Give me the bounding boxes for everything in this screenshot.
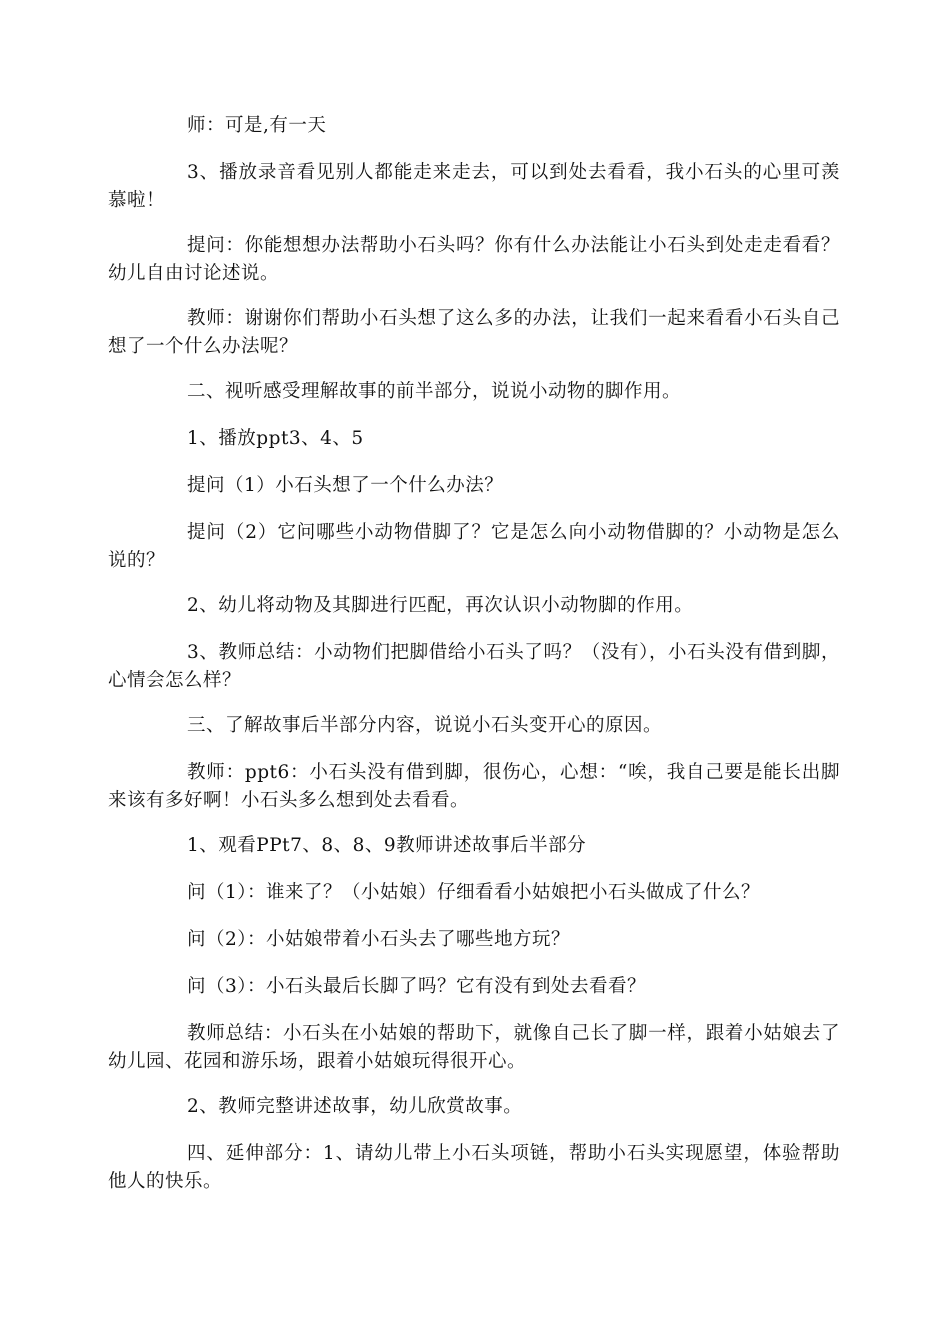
document-body [108,112,840,1213]
paragraph: 1、播放ppt3、4、5 [187,428,364,449]
paragraph: 3、教师总结：小动物们把脚借给小石头了吗？（没有），小石头没有借到脚，心情会怎么样？ [108,642,840,691]
section-heading: 二、视听感受理解故事的前半部分，说说小动物的脚作用。 [187,381,682,402]
paragraph: 问（2）：小姑娘带着小石头去了哪些地方玩？ [187,929,571,950]
paragraph: 3、播放录音看见别人都能走来走去，可以到处去看看，我小石头的心里可羡慕啦！ [108,162,840,211]
paragraph: 师：可是,有一天 [187,115,327,136]
paragraph: 教师总结：小石头在小姑娘的帮助下，就像自己长了脚一样，跟着小姑娘去了幼儿园、花园和游乐场，跟着小姑娘玩得很开心。 [108,1023,840,1072]
paragraph: 提问（1）小石头想了一个什么办法？ [187,475,504,496]
paragraph: 2、幼儿将动物及其脚进行匹配，再次认识小动物脚的作用。 [187,595,694,616]
paragraph: 教师：ppt6：小石头没有借到脚，很伤心，心想：“唉，我自己要是能长出脚来该有多好啊！小石头多么想到处去看看。 [108,762,840,811]
paragraph: 提问（2）它问哪些小动物借脚了？它是怎么向小动物借脚的？小动物是怎么说的？ [108,522,840,571]
paragraph: 教师：谢谢你们帮助小石头想了这么多的办法，让我们一起来看看小石头自己想了一个什么办法呢？ [108,308,840,357]
paragraph: 问（3）：小石头最后长脚了吗？它有没有到处去看看？ [187,976,647,997]
paragraph: 问（1）：谁来了？（小姑娘）仔细看看小姑娘把小石头做成了什么？ [187,882,761,903]
section-heading: 四、延伸部分：1、请幼儿带上小石头项链，帮助小石头实现愿望，体验帮助他人的快乐。 [108,1143,840,1192]
paragraph: 1、观看PPt7、8、8、9教师讲述故事后半部分 [187,835,587,856]
section-heading: 三、了解故事后半部分内容，说说小石头变开心的原因。 [187,715,663,736]
paragraph: 2、教师完整讲述故事，幼儿欣赏故事。 [187,1096,523,1117]
paragraph: 提问：你能想想办法帮助小石头吗？你有什么办法能让小石头到处走走看看？幼儿自由讨论述说。 [108,235,840,284]
